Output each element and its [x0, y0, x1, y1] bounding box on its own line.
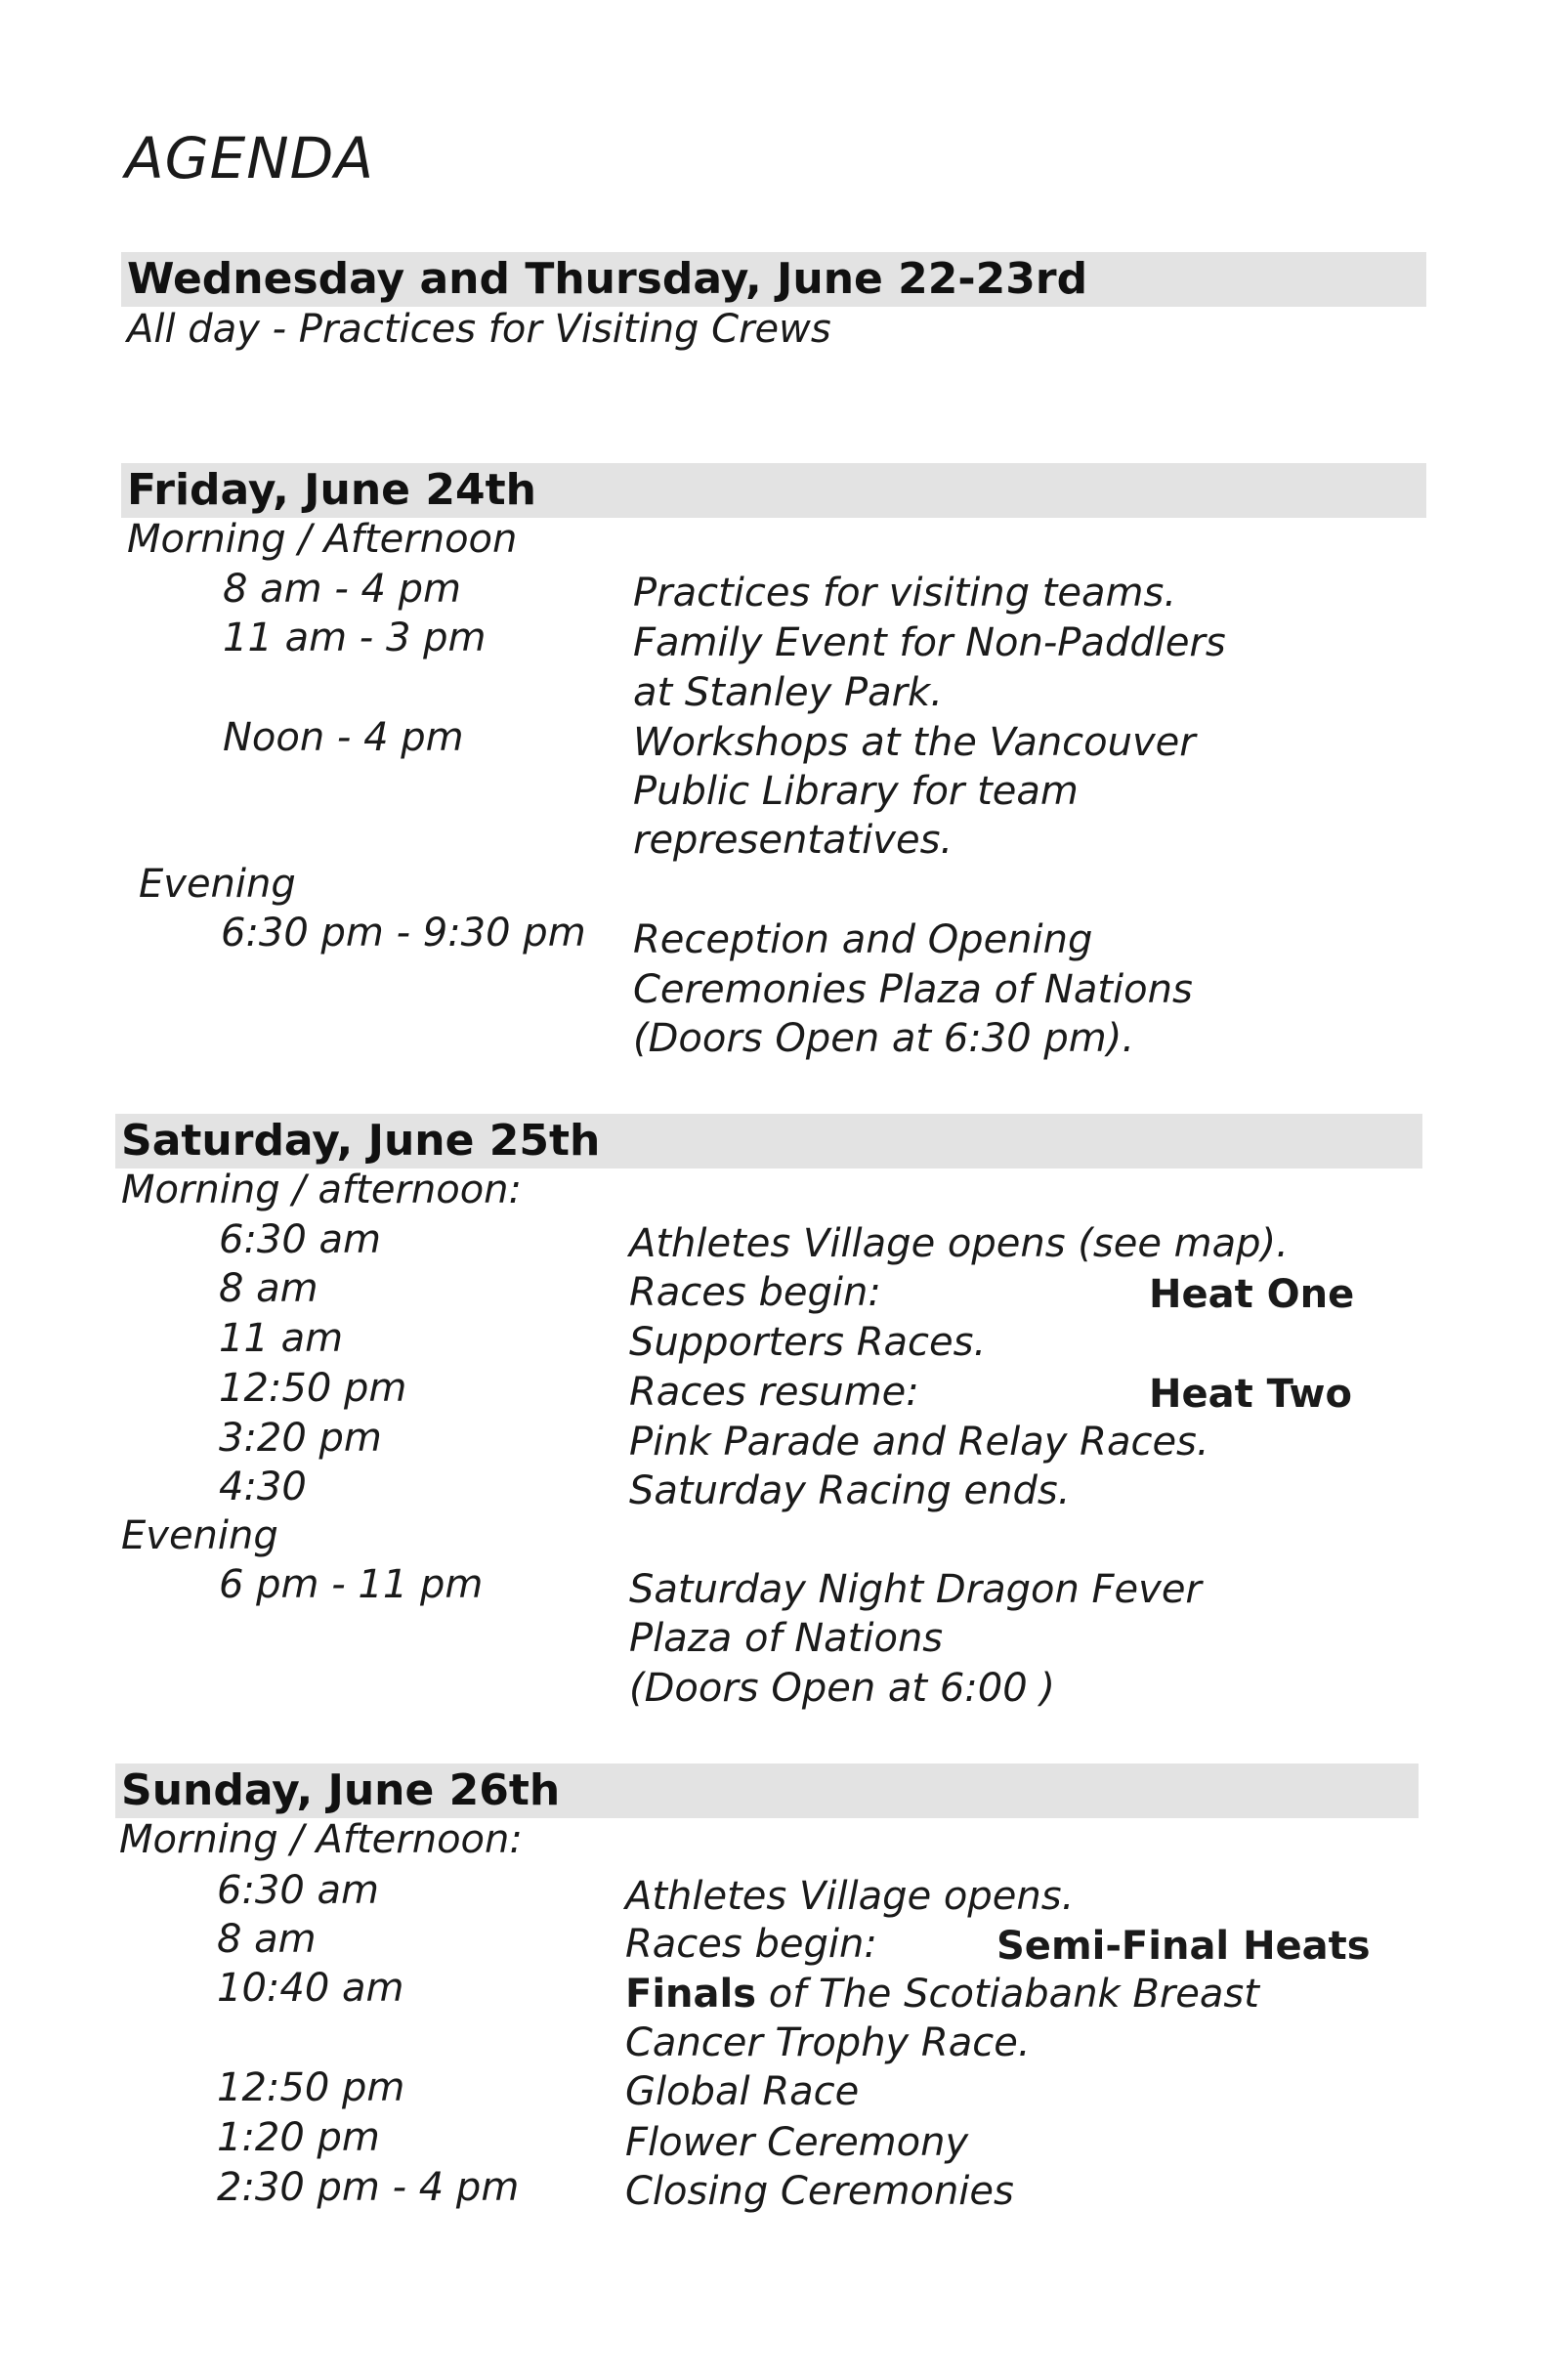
time-cell: 11 am - 3 pm — [223, 616, 487, 660]
event-line: Global Race — [625, 2069, 860, 2114]
time-cell: 8 am — [217, 1917, 317, 1962]
day-heading-saturday: Saturday, June 25th — [115, 1114, 1422, 1168]
event-line: Family Event for Non-Paddlers — [633, 620, 1226, 665]
event-line: Athletes Village opens. — [625, 1874, 1075, 1919]
event-line: Supporters Races. — [629, 1320, 987, 1365]
event-line-finals — [625, 1970, 1259, 2018]
event-line: Reception and Opening — [633, 917, 1093, 962]
period-label: Evening — [121, 1513, 278, 1558]
event-line: Workshops at the Vancouver — [633, 720, 1196, 765]
time-cell: 8 am - 4 pm — [223, 567, 462, 612]
day-heading-wed-thu: Wednesday and Thursday, June 22-23rd — [121, 252, 1426, 307]
event-line: representatives. — [633, 818, 954, 863]
time-cell: 6 pm - 11 pm — [219, 1562, 484, 1607]
event-line: Races begin: — [629, 1270, 881, 1315]
heat-tag: Heat Two — [1149, 1372, 1352, 1417]
event-line: Races begin: — [625, 1922, 877, 1967]
time-cell: Noon - 4 pm — [223, 715, 464, 760]
heat-tag: Semi-Final Heats — [996, 1924, 1371, 1969]
event-line: at Stanley Park. — [633, 670, 943, 715]
finals-rest: of The Scotiabank Breast — [756, 1972, 1259, 2017]
time-cell: 6:30 pm - 9:30 pm — [221, 911, 586, 956]
period-label: Morning / Afternoon — [127, 517, 518, 562]
event-line: Cancer Trophy Race. — [625, 2020, 1031, 2065]
time-cell: 11 am — [219, 1316, 344, 1361]
time-cell: 8 am — [219, 1266, 318, 1311]
period-label: Morning / afternoon: — [121, 1168, 522, 1212]
heat-tag: Heat One — [1149, 1272, 1355, 1317]
time-cell: 6:30 am — [217, 1868, 380, 1913]
time-cell: 12:50 pm — [219, 1366, 407, 1411]
time-cell: 4:30 — [219, 1465, 307, 1509]
event-line: Public Library for team — [633, 769, 1079, 814]
finals-bold: Finals — [625, 1972, 757, 2017]
event-line: Athletes Village opens (see map). — [629, 1221, 1289, 1266]
event-line: Closing Ceremonies — [625, 2169, 1014, 2214]
period-label: Evening — [139, 862, 296, 907]
time-cell: 3:20 pm — [219, 1416, 382, 1461]
time-cell: 10:40 am — [217, 1966, 404, 2011]
event-line: (Doors Open at 6:30 pm). — [633, 1016, 1135, 1061]
event-line: Ceremonies Plaza of Nations — [633, 967, 1193, 1012]
day-heading-sunday: Sunday, June 26th — [115, 1763, 1419, 1818]
event-line: Plaza of Nations — [629, 1616, 944, 1661]
time-cell: 2:30 pm - 4 pm — [217, 2165, 520, 2210]
event-line: Practices for visiting teams. — [633, 571, 1177, 616]
event-line: Saturday Racing ends. — [629, 1468, 1071, 1513]
page-title: AGENDA — [125, 125, 374, 191]
event-line: Races resume: — [629, 1370, 919, 1415]
all-day-note: All day - Practices for Visiting Crews — [127, 307, 831, 352]
event-line: Saturday Night Dragon Fever — [629, 1567, 1202, 1612]
period-label: Morning / Afternoon: — [119, 1817, 523, 1862]
time-cell: 6:30 am — [219, 1217, 382, 1262]
event-line: Flower Ceremony — [625, 2120, 969, 2165]
event-line: Pink Parade and Relay Races. — [629, 1420, 1209, 1465]
event-line: (Doors Open at 6:00 ) — [629, 1666, 1055, 1711]
time-cell: 12:50 pm — [217, 2065, 405, 2110]
day-heading-friday: Friday, June 24th — [121, 463, 1426, 518]
time-cell: 1:20 pm — [217, 2115, 380, 2160]
